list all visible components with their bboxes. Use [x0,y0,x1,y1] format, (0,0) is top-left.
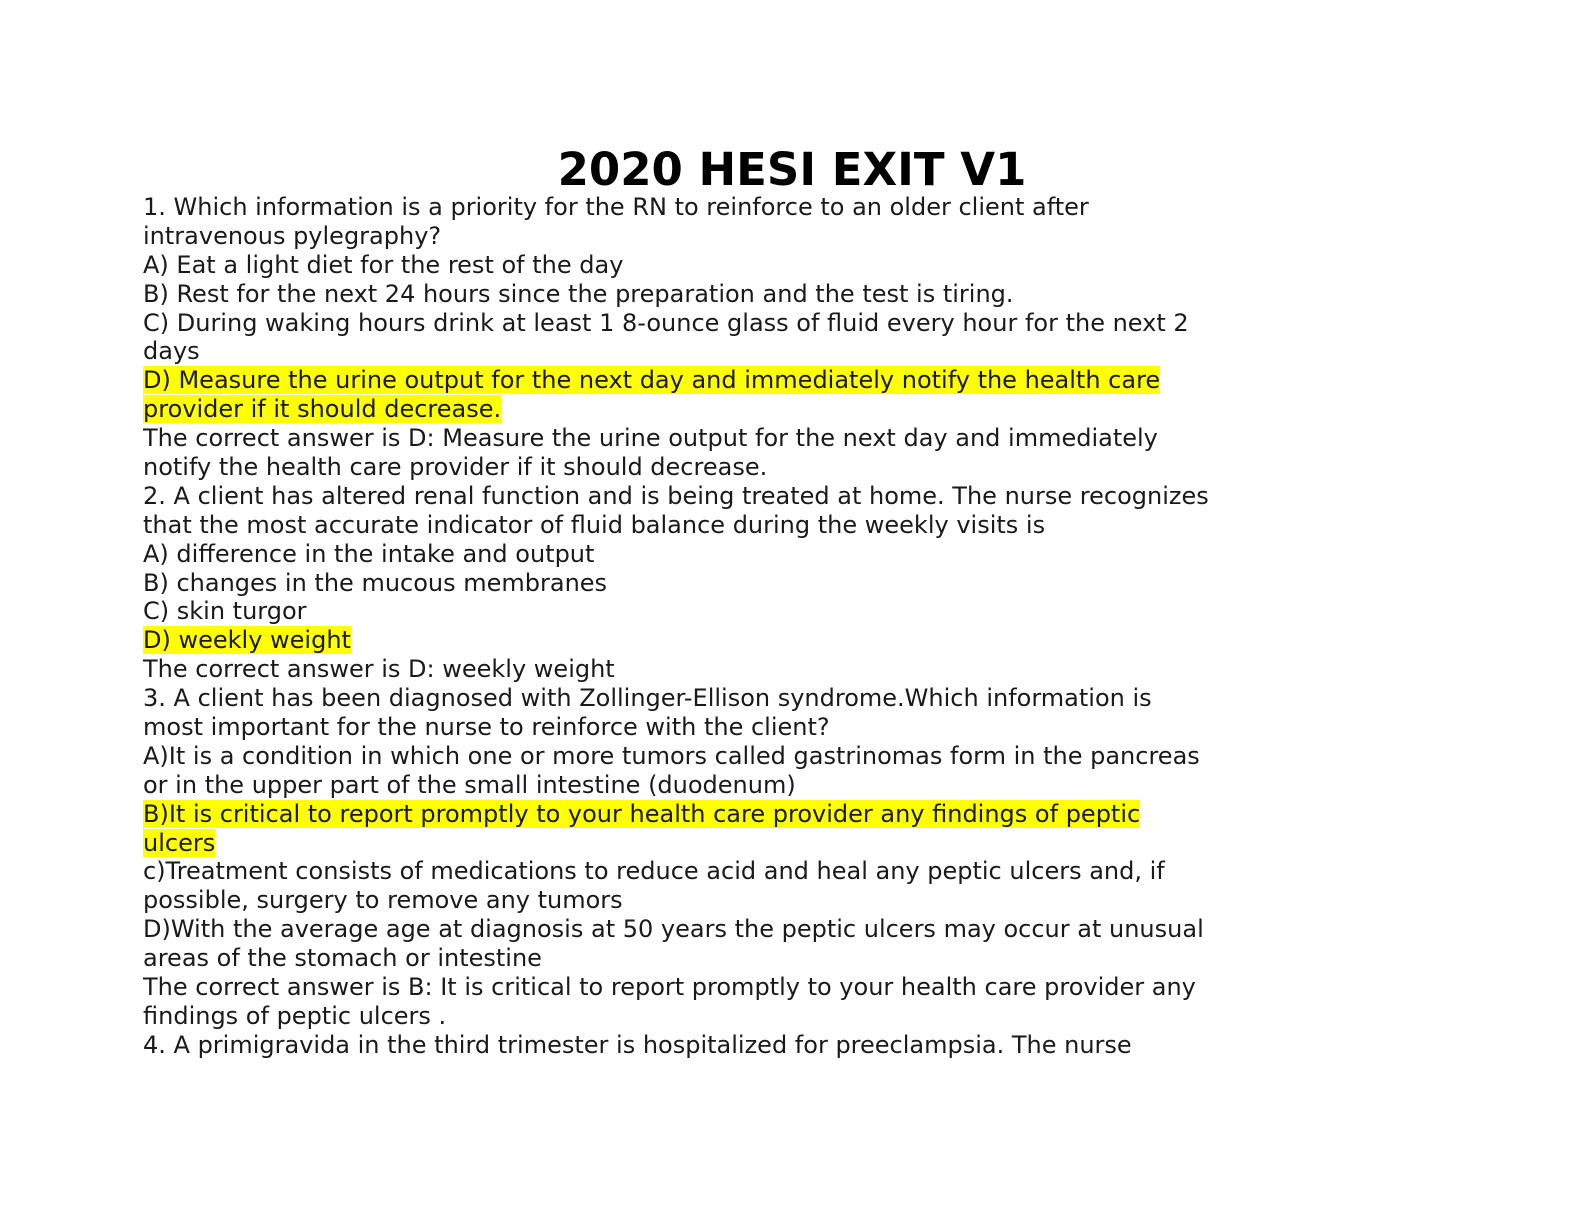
text-line [143,800,1273,829]
line-text: B) changes in the mucous membranes [143,568,608,597]
text-line [143,915,1273,944]
line-text: A)It is a condition in which one or more tumors called gastrinomas form in the pancreas [143,741,1200,770]
line-text: 2. A client has altered renal function and is being treated at home. The nurse recognizes [143,481,1209,510]
line-text: possible, surgery to remove any tumors [143,886,623,915]
line-text: The correct answer is B: It is critical to report promptly to your health care provider any [143,973,1196,1002]
line-text: D)With the average age at diagnosis at 50 years the peptic ulcers may occur at unusual [143,915,1204,944]
line-text: The correct answer is D: weekly weight [143,655,615,684]
document-body [143,193,1273,1060]
document-title [0,140,1584,200]
text-line [143,1031,1273,1060]
text-line [143,684,1273,713]
line-text: C) skin turgor [143,597,307,626]
highlighted-answer-text: D) Measure the urine output for the next day and immediately notify the health care [143,366,1161,395]
line-text: that the most accurate indicator of fluid balance during the weekly visits is [143,510,1046,539]
line-text: most important for the nurse to reinforce with the client? [143,713,830,742]
text-line [143,366,1273,395]
highlighted-answer-text: ulcers [143,828,216,857]
text-line [143,424,1273,453]
line-text: 4. A primigravida in the third trimester is hospitalized for preeclampsia. The nurse [143,1030,1132,1059]
highlighted-answer-text: D) weekly weight [143,626,351,655]
text-line [143,597,1273,626]
document-title-text: 2020 HESI EXIT V1 [557,143,1027,196]
text-line [143,944,1273,973]
text-line [143,540,1273,569]
text-line [143,482,1273,511]
text-line [143,337,1273,366]
line-text: C) During waking hours drink at least 1 8-ounce glass of fluid every hour for the next 2 [143,308,1189,337]
line-text: notify the health care provider if it should decrease. [143,453,768,482]
line-text: days [143,337,200,366]
text-line [143,511,1273,540]
text-line [143,857,1273,886]
text-line [143,655,1273,684]
line-text: areas of the stomach or intestine [143,944,542,973]
text-line [143,280,1273,309]
text-line [143,973,1273,1002]
line-text: 3. A client has been diagnosed with Zollinger-Ellison syndrome.Which information is [143,684,1152,713]
text-line [143,222,1273,251]
line-text: intravenous pylegraphy? [143,221,442,250]
line-text: A) difference in the intake and output [143,539,595,568]
text-line [143,742,1273,771]
highlighted-answer-text: provider if it should decrease. [143,395,502,424]
text-line [143,193,1273,222]
text-line [143,829,1273,858]
text-line [143,886,1273,915]
line-text: 1. Which information is a priority for the RN to reinforce to an older client after [143,193,1089,221]
text-line [143,569,1273,598]
text-line [143,626,1273,655]
text-line [143,713,1273,742]
highlighted-answer-text: B)It is critical to report promptly to your health care provider any findings of peptic [143,799,1141,828]
line-text: A) Eat a light diet for the rest of the day [143,250,624,279]
text-line [143,395,1273,424]
line-text: B) Rest for the next 24 hours since the preparation and the test is tiring. [143,279,1014,308]
line-text: or in the upper part of the small intestine (duodenum) [143,770,796,799]
line-text: findings of peptic ulcers . [143,1001,447,1030]
line-text: c)Treatment consists of medications to reduce acid and heal any peptic ulcers and, if [143,857,1165,886]
text-line [143,309,1273,338]
text-line [143,251,1273,280]
line-text: The correct answer is D: Measure the urine output for the next day and immediately [143,424,1158,453]
text-line [143,771,1273,800]
text-line [143,453,1273,482]
text-line [143,1002,1273,1031]
